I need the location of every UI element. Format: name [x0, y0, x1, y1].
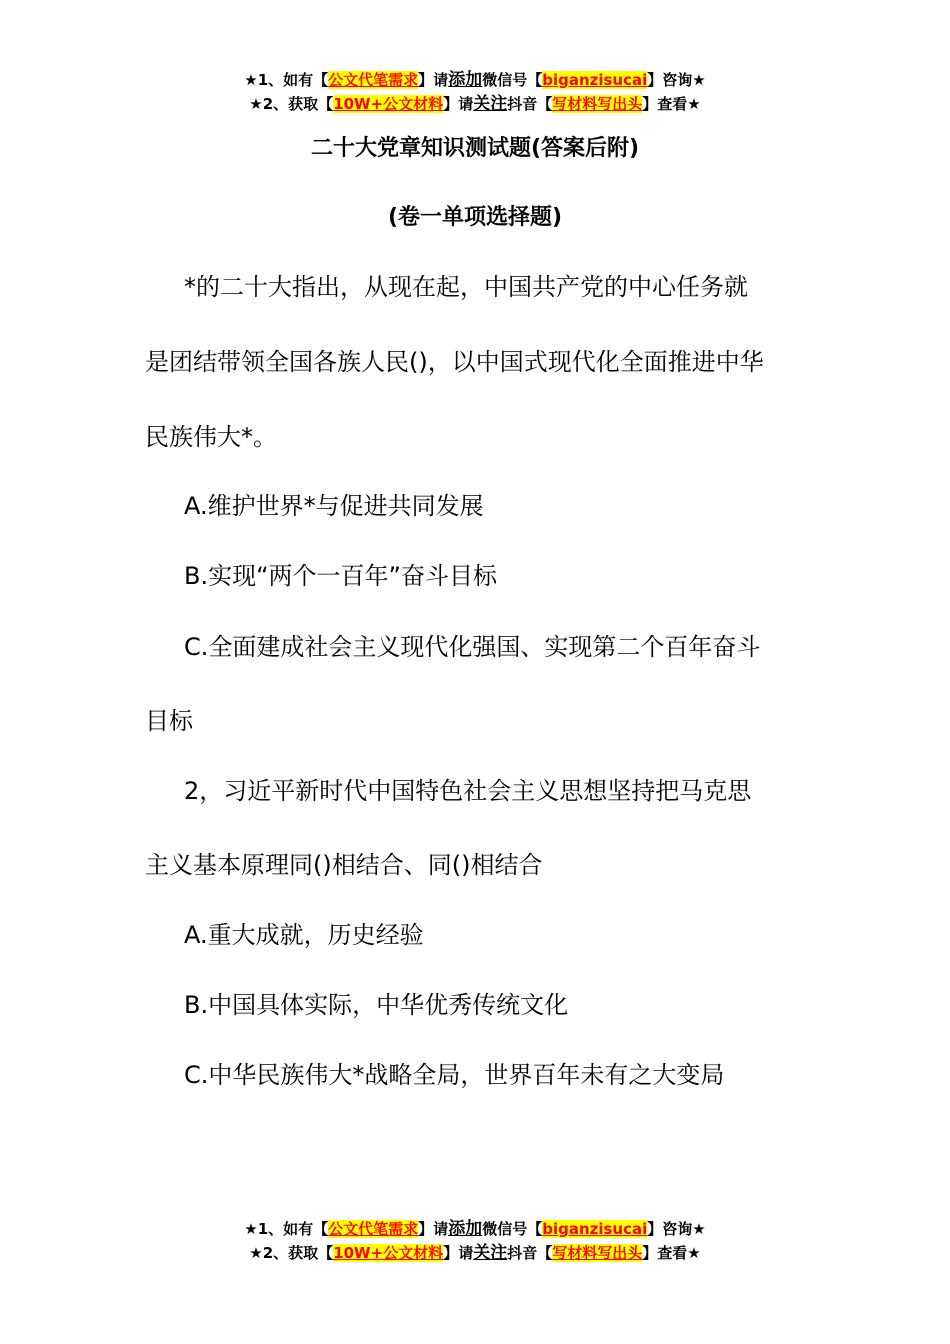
question-2-option-a: A.重大成就，历史经验 [184, 921, 424, 949]
banner-underlined: 关注 [473, 94, 508, 114]
banner-text: 】请 [418, 1220, 449, 1238]
question-1-line-2: 是团结带领全国各族人民()，以中国式现代化全面推进中华 [145, 348, 764, 376]
banner-text: 】请 [418, 71, 449, 89]
document-subtitle: (卷一单项选择题) [387, 205, 563, 230]
banner-line-1 [0, 68, 950, 92]
question-2-option-c: C.中华民族伟大*战略全局，世界百年未有之大变局 [184, 1061, 725, 1089]
footer-banner [0, 1217, 950, 1265]
banner-underlined: 添加 [448, 70, 483, 90]
question-2-line-1: 2，习近平新时代中国特色社会主义思想坚持把马克思 [184, 777, 752, 805]
question-2-option-b: B.中国具体实际，中华优秀传统文化 [184, 991, 569, 1019]
banner-highlight: biganzisucai [542, 1220, 648, 1238]
question-1-line-1: *的二十大指出，从现在起，中国共产党的中心任务就 [184, 273, 748, 301]
banner-text: ★2、获取【 [249, 1244, 334, 1262]
banner-underlined: 关注 [473, 1243, 508, 1263]
banner-text: 】请 [443, 1244, 474, 1262]
header-banner [0, 68, 950, 116]
banner-text: ★2、获取【 [249, 95, 334, 113]
banner-text: 微信号【 [482, 1220, 543, 1238]
banner-line-2 [0, 92, 950, 116]
banner-line-1 [0, 1217, 950, 1241]
banner-highlight: 10W+公文材料 [333, 95, 444, 113]
banner-text: 抖音【 [507, 1244, 553, 1262]
banner-text: 】查看★ [642, 1244, 701, 1262]
banner-highlight: 公文代笔需求 [328, 1220, 419, 1238]
banner-highlight: 写材料写出头 [552, 1244, 643, 1262]
document-title: 二十大党章知识测试题(答案后附) [310, 136, 640, 161]
banner-text: 微信号【 [482, 71, 543, 89]
question-1-line-3: 民族伟大*。 [145, 423, 277, 451]
question-1-option-a: A.维护世界*与促进共同发展 [184, 492, 484, 520]
banner-highlight: 公文代笔需求 [328, 71, 419, 89]
question-2-line-2: 主义基本原理同()相结合、同()相结合 [145, 851, 543, 879]
banner-highlight: 写材料写出头 [552, 95, 643, 113]
question-1-option-c: C.全面建成社会主义现代化强国、实现第二个百年奋斗 [184, 633, 761, 661]
banner-text: 】咨询★ [647, 1220, 706, 1238]
banner-line-2 [0, 1241, 950, 1265]
banner-text: ★1、如有【 [244, 71, 329, 89]
banner-highlight: biganzisucai [542, 71, 648, 89]
banner-text: ★1、如有【 [244, 1220, 329, 1238]
banner-text: 】请 [443, 95, 474, 113]
question-1-option-c-cont: 目标 [145, 707, 193, 735]
banner-text: 】咨询★ [647, 71, 706, 89]
banner-text: 】查看★ [642, 95, 701, 113]
banner-text: 抖音【 [507, 95, 553, 113]
banner-underlined: 添加 [448, 1219, 483, 1239]
banner-highlight: 10W+公文材料 [333, 1244, 444, 1262]
question-1-option-b: B.实现“两个一百年”奋斗目标 [184, 562, 497, 590]
